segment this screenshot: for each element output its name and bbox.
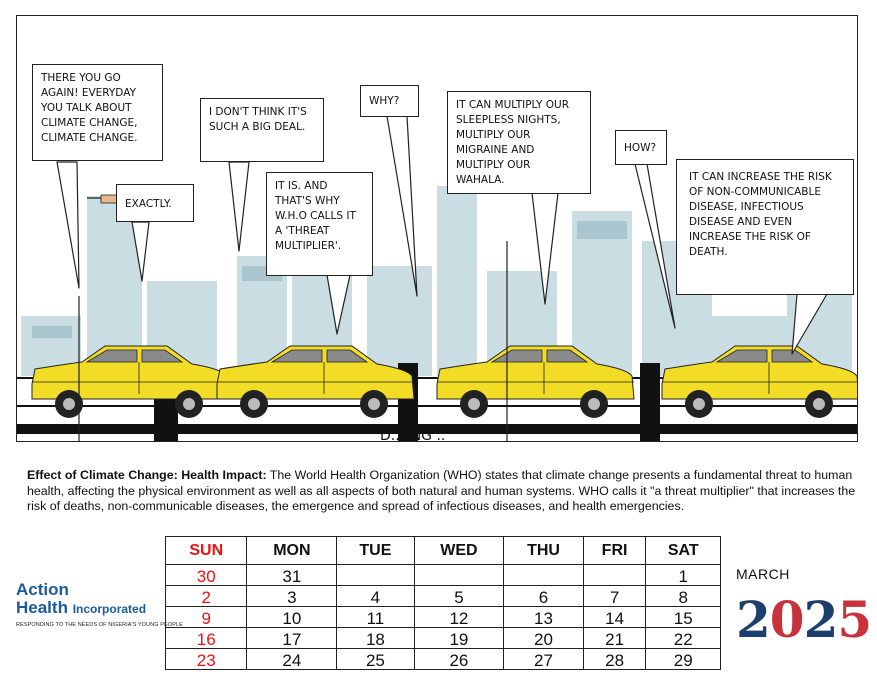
logo-line-2: Health [16, 598, 68, 617]
year-digit: 2 [803, 590, 838, 649]
day-header-sun: SUN [166, 537, 247, 565]
calendar-day-cell: 21 [583, 628, 646, 649]
calendar-day-cell: 31 [247, 565, 337, 586]
calendar-day-cell: 6 [504, 586, 583, 607]
calendar-day-cell [337, 565, 414, 586]
calendar-day-cell [414, 565, 504, 586]
logo-tagline: RESPONDING TO THE NEEDS OF NIGERIA'S YOUNG PEOPLE [16, 622, 183, 628]
logo-line-1: Action [16, 580, 69, 599]
day-header-mon: MON [247, 537, 337, 565]
calendar-day-cell: 30 [166, 565, 247, 586]
calendar-day-cell: 20 [504, 628, 583, 649]
calendar-day-cell: 27 [504, 649, 583, 670]
calendar-day-cell: 24 [247, 649, 337, 670]
calendar-day-cell: 19 [414, 628, 504, 649]
calendar-week-row [166, 586, 721, 607]
calendar-day-cell: 25 [337, 649, 414, 670]
calendar-day-cell: 22 [646, 628, 721, 649]
comic-strip [16, 15, 858, 442]
calendar-day-cell: 18 [337, 628, 414, 649]
calendar-day-cell [583, 565, 646, 586]
calendar-day-cell: 26 [414, 649, 504, 670]
year-digit: 0 [769, 590, 804, 649]
month-label: MARCH [736, 566, 790, 582]
calendar-day-cell: 8 [646, 586, 721, 607]
calendar-day-cell: 3 [247, 586, 337, 607]
calendar-day-cell: 23 [166, 649, 247, 670]
calendar-day-cell: 28 [583, 649, 646, 670]
calendar-day-cell: 7 [583, 586, 646, 607]
speech-bubble-6: IT CAN MULTIPLY OUR SLEEPLESS NIGHTS, MULTIPLY OUR MIGRAINE AND MULTIPLY OUR WAHALA. [447, 91, 591, 194]
year-digit: 5 [837, 590, 872, 649]
speech-bubble-4: IT IS. AND THAT'S WHY W.H.O CALLS IT A 'THREAT MULTIPLIER'. [266, 172, 373, 276]
day-header-sat: SAT [646, 537, 721, 565]
speech-bubble-2: EXACTLY. [116, 184, 194, 222]
calendar-day-cell: 2 [166, 586, 247, 607]
caption-title: Effect of Climate Change: Health Impact: [27, 468, 267, 482]
calendar-day-cell: 5 [414, 586, 504, 607]
calendar-week-row [166, 565, 721, 586]
day-header-thu: THU [504, 537, 583, 565]
calendar-day-cell: 14 [583, 607, 646, 628]
action-health-logo [16, 581, 183, 628]
caption [27, 468, 857, 515]
calendar-day-cell: 1 [646, 565, 721, 586]
calendar-day-cell: 12 [414, 607, 504, 628]
calendar-day-cell: 4 [337, 586, 414, 607]
calendar-day-cell: 16 [166, 628, 247, 649]
calendar-week-row [166, 628, 721, 649]
calendar-day-cell [504, 565, 583, 586]
calendar-day-cell: 9 [166, 607, 247, 628]
day-header-tue: TUE [337, 537, 414, 565]
speech-bubble-8: IT CAN INCREASE THE RISK OF NON-COMMUNICABLE DISEASE, INFECTIOUS DISEASE AND EVEN INCREASE THE RISK OF DEATH. [676, 159, 854, 295]
speech-bubble-5: WHY? [360, 85, 419, 117]
calendar-day-cell: 10 [247, 607, 337, 628]
day-header-fri: FRI [583, 537, 646, 565]
road-sign: D..ONG .. [380, 428, 446, 443]
calendar-week-row [166, 649, 721, 670]
calendar-week-row [166, 607, 721, 628]
year-label [736, 588, 871, 652]
calendar-day-cell: 29 [646, 649, 721, 670]
calendar-grid [165, 536, 721, 670]
calendar-day-cell: 17 [247, 628, 337, 649]
speech-bubble-3: I DON'T THINK IT'S SUCH A BIG DEAL. [200, 98, 324, 162]
logo-line-2-small: Incorporated [72, 602, 147, 616]
speech-bubble-1: THERE YOU GO AGAIN! EVERYDAY YOU TALK ABOUT CLIMATE CHANGE, CLIMATE CHANGE. [32, 64, 163, 161]
calendar-day-cell: 11 [337, 607, 414, 628]
year-digit: 2 [736, 590, 770, 649]
calendar-day-cell: 15 [646, 607, 721, 628]
caption-body: The World Health Organization (WHO) states that climate change presents a fundamental threat to human health, affecting the physical environment as well as all aspects of both natural and human systems. WHO calls it "a threat multiplier" that increases the risk of deaths, non-communicable diseases, the emergence and spread of infectious diseases, and health emergencies. [27, 468, 856, 513]
calendar-day-cell: 13 [504, 607, 583, 628]
day-header-wed: WED [414, 537, 504, 565]
speech-bubble-7: HOW? [615, 130, 667, 165]
